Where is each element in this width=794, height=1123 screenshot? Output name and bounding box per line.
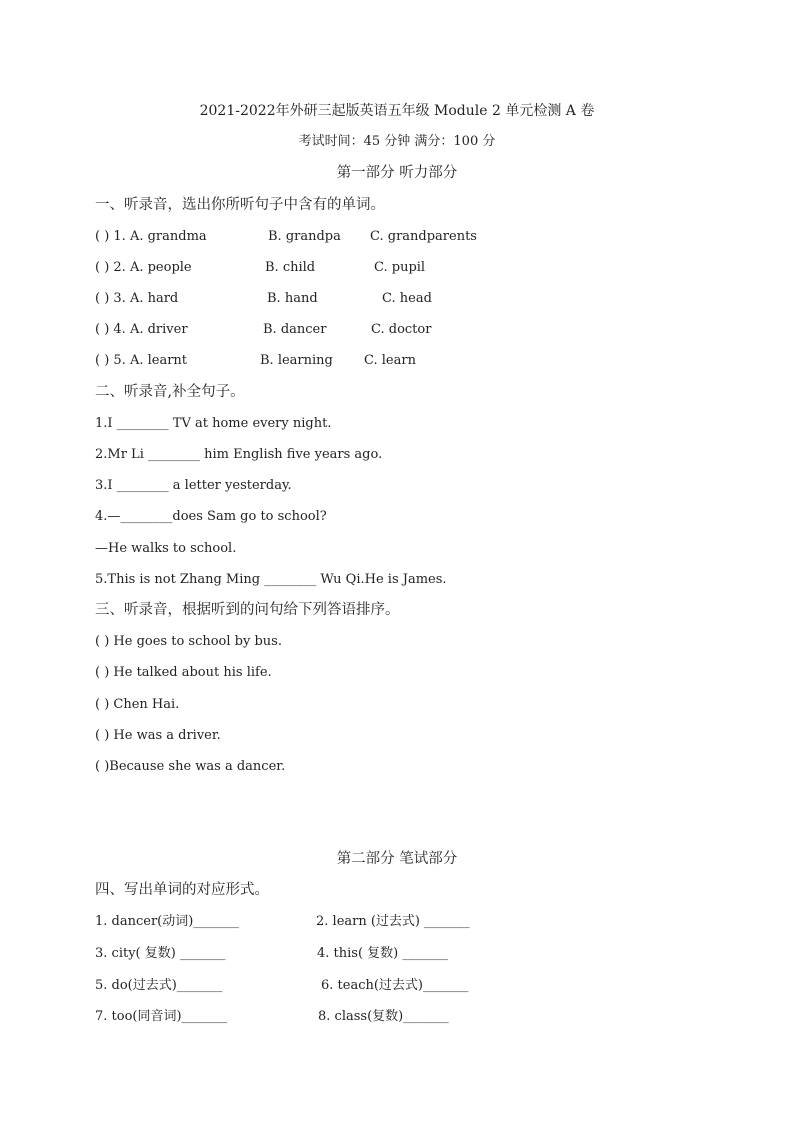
fill-sentence-4: 4.—________does Sam go to school?: [95, 509, 327, 524]
word-form-3: 3. city( 复数) _______: [95, 946, 226, 961]
fill-sentence-4-answer: —He walks to school.: [95, 541, 237, 556]
q3-option-c: C. head: [382, 291, 432, 306]
fill-sentence-1: 1.I ________ TV at home every night.: [95, 416, 332, 431]
q1-option-c: C. grandparents: [370, 229, 477, 244]
order-item-1: ( ) He goes to school by bus.: [95, 634, 282, 649]
fill-sentence-3: 3.I ________ a letter yesterday.: [95, 478, 292, 493]
section-three-heading: 三、听录音，根据听到的问句给下列答语排序。: [95, 602, 400, 618]
word-form-4: 4. this( 复数) _______: [317, 946, 448, 961]
order-item-4: ( ) He was a driver.: [95, 728, 221, 743]
word-form-2: 2. learn (过去式) _______: [316, 914, 470, 929]
q5-item: ( ) 5. A. learnt: [95, 353, 188, 368]
fill-sentence-2: 2.Mr Li ________ him English five years ago.: [95, 447, 383, 462]
word-form-5: 5. do(过去式)_______: [95, 978, 223, 993]
exam-info: 考试时间：45 分钟 满分：100 分: [298, 134, 496, 149]
order-item-5: ( )Because she was a dancer.: [95, 759, 286, 774]
fill-sentence-5: 5.This is not Zhang Ming ________ Wu Qi.He is James.: [95, 572, 447, 587]
part-one-title: 第一部分 听力部分: [336, 165, 458, 181]
order-item-2: ( ) He talked about his life.: [95, 665, 272, 680]
section-one-heading: 一、听录音，选出你所听句子中含有的单词。: [95, 197, 385, 213]
q4-option-b: B. dancer: [263, 322, 327, 337]
q3-option-b: B. hand: [267, 291, 318, 306]
q3-item: ( ) 3. A. hard: [95, 291, 179, 306]
q4-option-c: C. doctor: [371, 322, 432, 337]
word-form-1: 1. dancer(动词)_______: [95, 914, 239, 929]
q2-option-b: B. child: [265, 260, 316, 275]
q2-option-c: C. pupil: [374, 260, 426, 275]
word-form-8: 8. class(复数)_______: [318, 1009, 449, 1024]
word-form-7: 7. too(同音词)_______: [95, 1009, 228, 1024]
q5-option-c: C. learn: [364, 353, 416, 368]
order-item-3: ( ) Chen Hai.: [95, 697, 180, 712]
q5-option-b: B. learning: [260, 353, 333, 368]
q1-option-b: B. grandpa: [268, 229, 341, 244]
section-four-heading: 四、写出单词的对应形式。: [95, 882, 269, 898]
word-form-6: 6. teach(过去式)_______: [321, 978, 469, 993]
q2-item: ( ) 2. A. people: [95, 260, 192, 275]
section-two-heading: 二、听录音,补全句子。: [95, 384, 245, 400]
q4-item: ( ) 4. A. driver: [95, 322, 188, 337]
part-two-title: 第二部分 笔试部分: [336, 851, 458, 867]
page-title: 2021-2022年外研三起版英语五年级 Module 2 单元检测 A 卷: [199, 103, 595, 119]
q1-item: ( ) 1. A. grandma: [95, 229, 207, 244]
